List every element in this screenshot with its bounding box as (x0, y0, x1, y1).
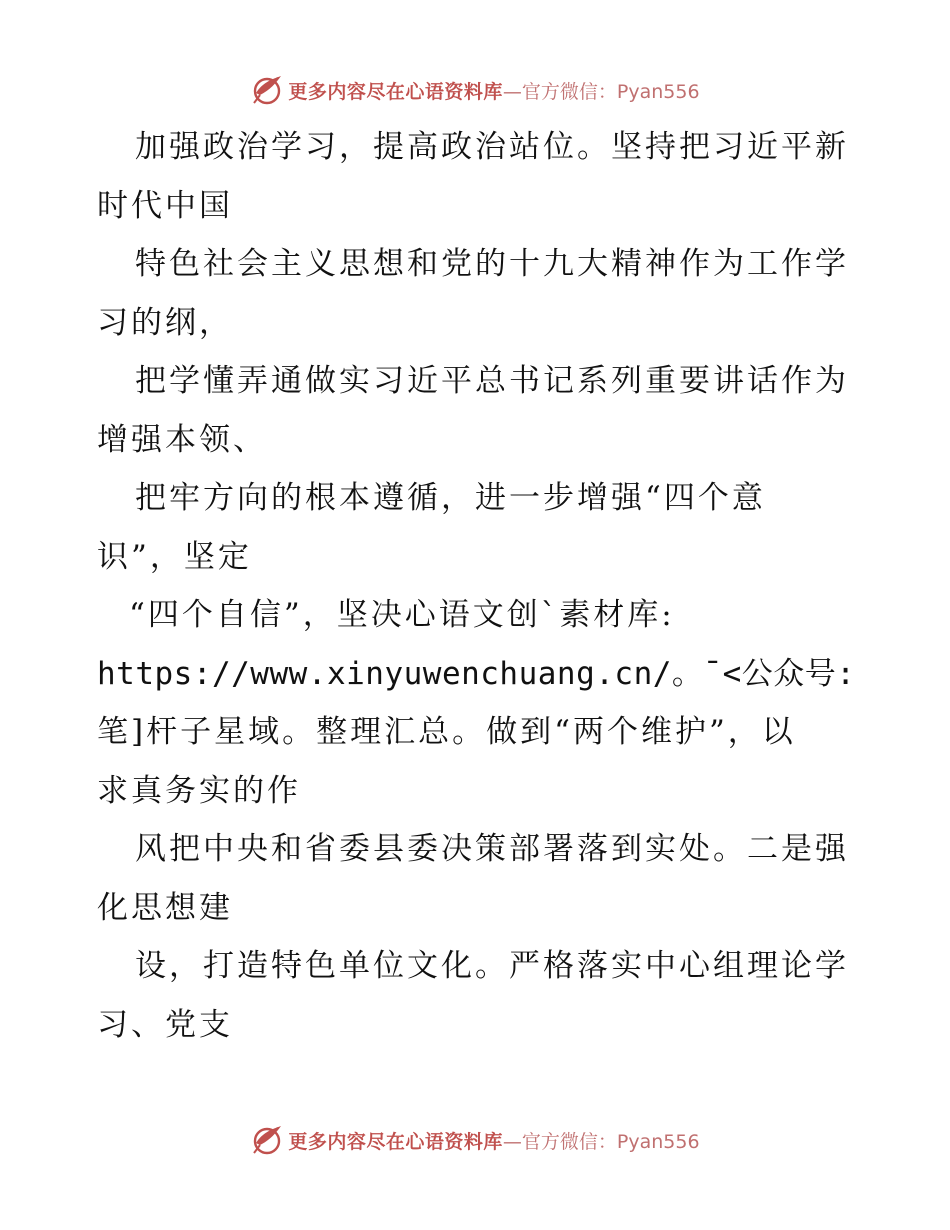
text-line: 习、党支 (97, 1006, 233, 1043)
text-line: 增强本领、 (97, 421, 267, 458)
header-brand-text: 更多内容尽在心语资料库 (288, 80, 503, 103)
text-line: 把学懂弄通做实习近平总书记系列重要讲话作为 (135, 363, 849, 399)
text-line: 风把中央和省委县委决策部署落到实处。二是强 (135, 831, 849, 867)
header-banner (0, 70, 950, 110)
footer-banner (0, 1120, 950, 1160)
text-line: 设，打造特色单位文化。严格落实中心组理论学 (135, 948, 849, 984)
text-line: 时代中国 (97, 187, 233, 224)
text-line: 化思想建 (97, 889, 233, 926)
text-line: 识”，坚定 (97, 538, 252, 575)
footer-official-text: —官方微信：Pyan556 (502, 1130, 700, 1153)
header-official-text: —官方微信：Pyan556 (502, 80, 700, 103)
feather-pen-logo-icon (250, 1123, 284, 1157)
text-line: 把牢方向的根本遵循，进一步增强“四个意 (135, 480, 766, 516)
text-line-url: https://www.xinyuwenchuang.cn/。¯<公众号: (97, 655, 856, 692)
text-line: “四个自信”，坚决心语文创`素材库: (129, 597, 675, 633)
document-body (97, 118, 857, 1054)
text-line: 求真务实的作 (97, 772, 301, 809)
feather-pen-logo-icon (250, 73, 284, 107)
text-line: 加强政治学习，提高政治站位。坚持把习近平新 (135, 129, 849, 165)
footer-brand-text: 更多内容尽在心语资料库 (288, 1130, 503, 1153)
text-line: 习的纲， (97, 304, 233, 341)
text-line: 特色社会主义思想和党的十九大精神作为工作学 (135, 246, 849, 282)
text-line: 笔]杆子星域。整理汇总。做到“两个维护”，以 (97, 714, 796, 750)
